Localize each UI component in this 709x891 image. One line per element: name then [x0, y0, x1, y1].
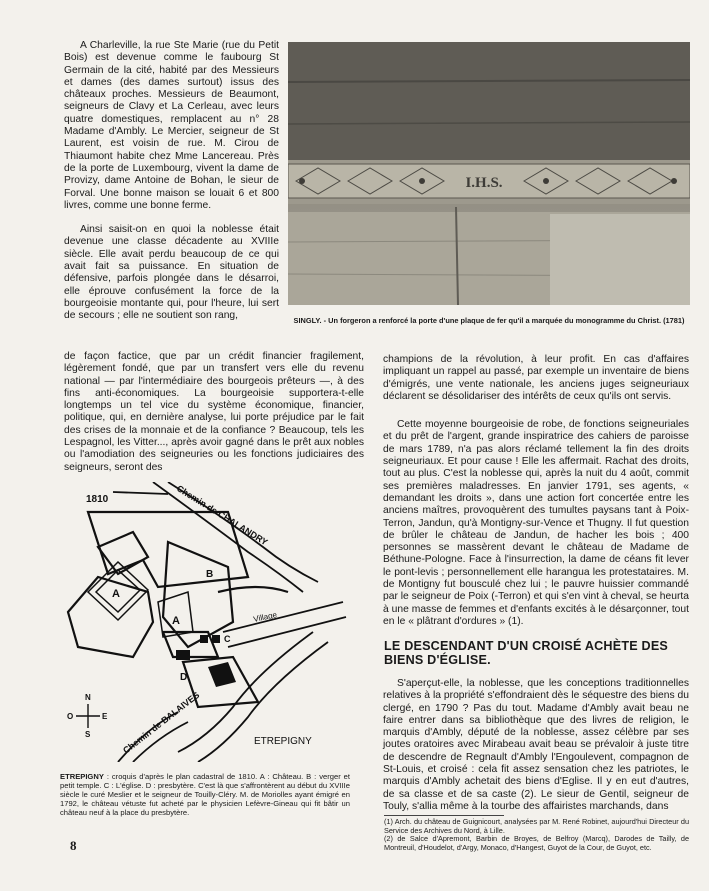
footnote-rule	[384, 815, 504, 816]
compass-o: O	[67, 712, 74, 721]
map-road-chalandry: Chemin de CHALANDRY	[174, 483, 270, 548]
paragraph-charleville: A Charleville, la rue Ste Marie (rue du Petit Bois) est devenue comme le faubourg St Germain de la cité, habité par des Messieurs et dames (des dames surtout) issus des châteaux proches. Messieurs de Beaumont, seigneurs de Clavy et La Cerleau, avec leurs quatre domestiques, remplacent au n° 28 Madame d'Ambly. Le Mercier, seigneur de St Laurent, est voisin de rue. M. Cirou de Thiaumont habite chez Mme Lancereau. Près de la porte de Luxembourg, vivent la dame de Provizy, dame Antoine de Bohan, le sieur de Forval. Une bonne maison se louait 6 et 800 livres, comme une bonne ferme.	[64, 40, 279, 211]
paragraph-credit: de façon factice, que par un crédit financier fragilement, légèrement fondé, que par un transfert vers elle du revenu national — par l'intermédiaire des bourgeois prêteurs —, à des fins anti-économiques. La bourgeoisie supportera-t-elle longtemps un tel vice du système économique, financier, politique, qui, en dernière analyse, lui porte préjudice par le fait des crises de la monnaie et de la confiance ? Beaucoup, tels les Lespagnol, les Vitter..., après avoir gagné dans le prêt aux nobles ou l'amodiation des seigneuries ou les fonctions judiciaires des seigneurs, seront des	[64, 351, 364, 473]
cadastral-sketch	[58, 482, 348, 762]
compass-e: E	[102, 712, 108, 721]
map-year: 1810	[86, 494, 109, 505]
iron-plate-illustration	[288, 42, 690, 305]
compass-rose	[67, 693, 108, 739]
etrepigny-map	[58, 482, 348, 762]
map-road-balaives: Chemin de BALAIVES	[121, 689, 202, 756]
paragraph-bourgeoisie: Cette moyenne bourgeoisie de robe, de fonctions seigneuriales et du prêt de l'argent, grande inspiratrice des cahiers de paroisse de mars 1789, n'a pas alors réclamé tellement la fin des droits seigneuriaux. Et pour cause ! Elle les affermait. Rachat des droits, tout au plus. C'est la noblesse qui, après la nuit du 4 août, commit ses premières maladresses. En janvier 1791, ses agents, « demandant les droits », dans une action fort concertée entre les anciens maîtres, provoquèrent des tumultes paysans tant à Poix-Terron, Jandun, qu'à Montigny-sur-Vence et Thugny. Il fut question de brûler le château de Jandun, de hacher les bois ; 400 personnes se massèrent devant le château de Madame de Béthune-Pologne. Face à l'insurrection, la dame de céans fit lever le pont-levis ; personnellement elle harangua les protestataires. M. de Montigny fut bousculé chez lui ; le pauvre huissier commandé par le seigneur de Poix (-Terron) et qui s'en vint à cheval, se heurta à une masse de femmes et d'enfants excités à le désarçonner, tout en le « plâtrant d'ordures » (1).	[383, 419, 689, 627]
map-label-a2: A	[172, 615, 180, 627]
map-caption	[60, 772, 350, 817]
footnote-2: (2) de Salce d'Apremont, Barbin de Broyes, de Belfroy (Marcq), Darodes de Tailly, de Montreuil, d'Houdelot, d'Argy, Monaco, d'Hangest, Guyot de la Cour, de Guyot, etc.	[384, 834, 689, 852]
map-label-a1: A	[112, 588, 120, 600]
footnote-1: (1) Arch. du château de Guignicourt, analysées par M. René Robinet, aujourd'hui Directeur du Service des Archives du Nord, à Lille.	[384, 817, 689, 835]
map-label-d: D	[180, 672, 188, 683]
section-heading: LE DESCENDANT D'UN CROISÉ ACHÈTE DES BIENS D'ÉGLISE.	[384, 639, 669, 667]
right-column-bottom	[383, 678, 689, 813]
ihs-monogram: I.H.S.	[465, 175, 503, 191]
compass-s: S	[85, 730, 91, 739]
map-label-c: C	[224, 634, 231, 644]
map-caption-text: : croquis d'après le plan cadastral de 1810. A : Château. B : verger et petit temple. C : L'église. D : presbytère. C'est là que s'affrontèrent au début du XVIIIe siècle le curé Meslier et le seigneur de Touilly-Cléry. M. de Moriolles ayant émigré en 1792, le château vétuste fut acheté par le physicien Lefèvre-Gineau qui fit bâtir un château neuf à la place du presbytère.	[60, 772, 350, 817]
top-left-column	[64, 40, 279, 323]
map-label-b: B	[206, 569, 214, 580]
map-road-village: Village	[252, 610, 278, 624]
photo-caption: SINGLY. - Un forgeron a renforcé la porte d'une plaque de fer qu'il a marquée du monogramme du Christ. (1781)	[293, 316, 685, 325]
paragraph-noblesse: Ainsi saisit-on en quoi la noblesse était devenue une classe décadente au XVIIIe siècle. Elle avait perdu beaucoup de ce qui avait fait sa puissance. En situation de défensive, parfois plongée dans le désarroi, elle éprouve confusément la force de la bourgeoisie montante qui, pour l'heure, lui sert de secours ; elle ne soutient son rang,	[64, 224, 279, 322]
photo-singly-door	[288, 42, 690, 305]
footnotes	[384, 818, 689, 852]
map-place-name: ETREPIGNY	[254, 736, 312, 747]
page-number: 8	[70, 838, 77, 853]
paragraph-ambly: S'aperçut-elle, la noblesse, que les conceptions traditionnelles relatives à la propriété s'effondraient dès le séquestre des biens du clergé, en 1790 ? Pas du tout. Madame d'Ambly avait beau ne faire entrer dans sa bibliothèque que des livres de religion, le marquis d'Ambly, député de la noblesse, assez célèbre par ses joutes oratoires avec Mirabeau avait beau se prévaloir à juste titre de descendre de Regnault d'Ambly l'Engoulevent, compagnon de St-Louis, et croisé : cela fit assez sensation chez les patriotes, le marquis d'Ambly achetait des biens d'Eglise. Il y en eut d'autres, de sa classe et de sa caste (2). Le sieur de Gentil, seigneur de Touly, s'allia même à la tourbe des affairistes marchands, dans	[383, 678, 689, 812]
wide-paragraph-block	[64, 351, 364, 474]
right-column-top	[383, 354, 689, 628]
paragraph-champions: champions de la révolution, à leur profit. En cas d'affaires impliquant un rappel au passé, par exemple un inventaire de biens d'émigrés, une vente nationale, les anciens juges seigneuriaux déclarent se désolidariser des intérêts de ceux qu'ils ont servis.	[383, 354, 689, 402]
compass-n: N	[85, 693, 91, 702]
map-caption-lead: ETREPIGNY	[60, 772, 104, 781]
